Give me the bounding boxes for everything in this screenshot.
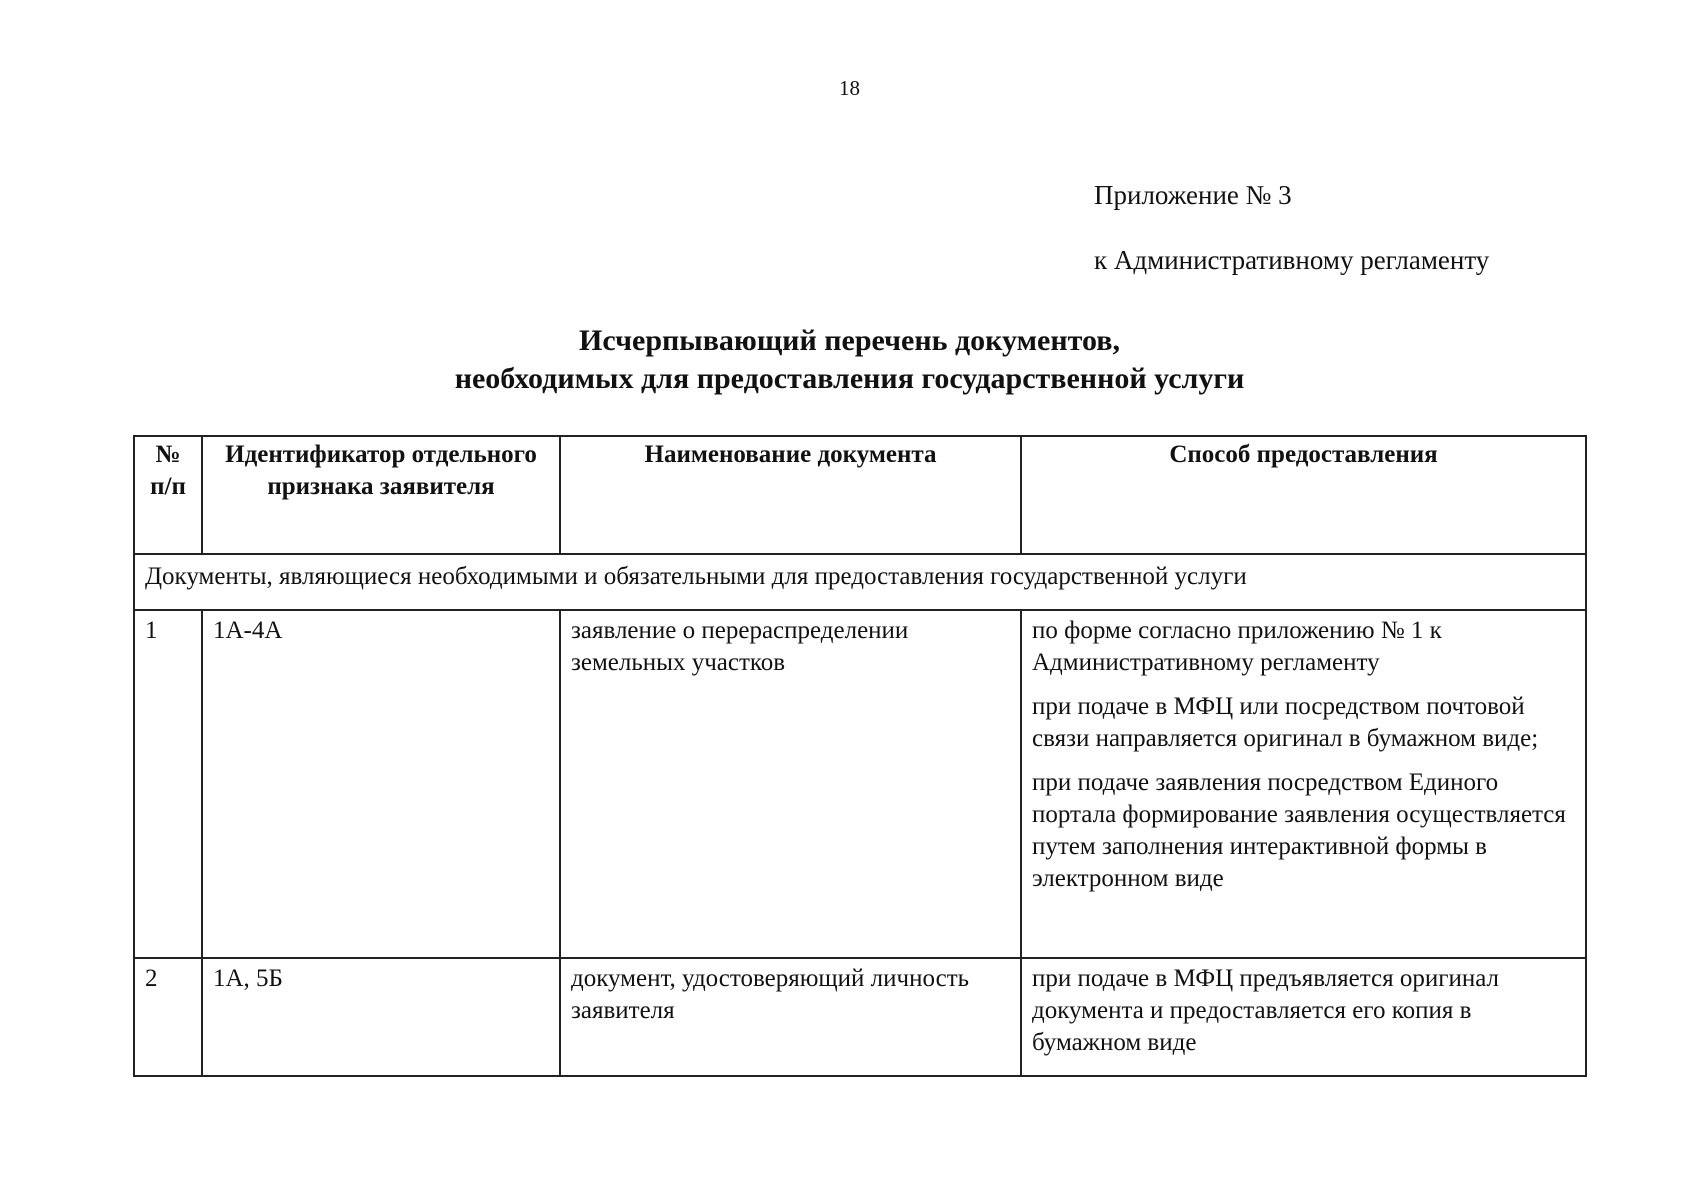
method-paragraph: при подаче заявления посредством Единого портала формирование заявления осуществляется путем заполнения интерактивной формы в электронном виде [1032,769,1566,892]
row-method [1021,958,1586,1076]
section-row [134,554,1586,610]
row-method [1021,610,1586,958]
row-identifier: 1А, 5Б [202,958,560,1076]
document-title [0,322,1699,398]
row-num: 2 [134,958,202,1076]
row-document-name: документ, удостоверяющий личность заявителя [560,958,1021,1076]
method-paragraph: при подаче в МФЦ предъявляется оригинал документа и предоставляется его копия в бумажном виде [1032,965,1500,1056]
row-num: 1 [134,610,202,958]
row-document-name: заявление о перераспределении земельных участков [560,610,1021,958]
header-identifier: Идентификатор отдельного признака заявителя [202,436,560,554]
title-line-1: Исчерпывающий перечень документов, [579,324,1120,357]
appendix-label: Приложение № 3 [1094,180,1292,210]
page-number: 18 [839,76,860,100]
table-row [134,610,1586,958]
header-num: № п/п [134,436,202,554]
header-method: Способ предоставления [1021,436,1586,554]
title-line-2: необходимых для предоставления государственной услуги [454,362,1245,395]
method-paragraph: при подаче в МФЦ или посредством почтовой связи направляется оригинал в бумажном виде; [1032,693,1539,752]
row-identifier: 1А-4А [202,610,560,958]
appendix-reference: к Административному регламенту [1094,245,1490,275]
table-row [134,958,1586,1076]
documents-table [133,435,1587,1077]
method-paragraph: по форме согласно приложению № 1 к Административному регламенту [1032,617,1442,676]
table-header-row [134,436,1586,554]
header-document-name: Наименование документа [560,436,1021,554]
section-title: Документы, являющиеся необходимыми и обязательными для предоставления государственной услуги [134,554,1586,610]
